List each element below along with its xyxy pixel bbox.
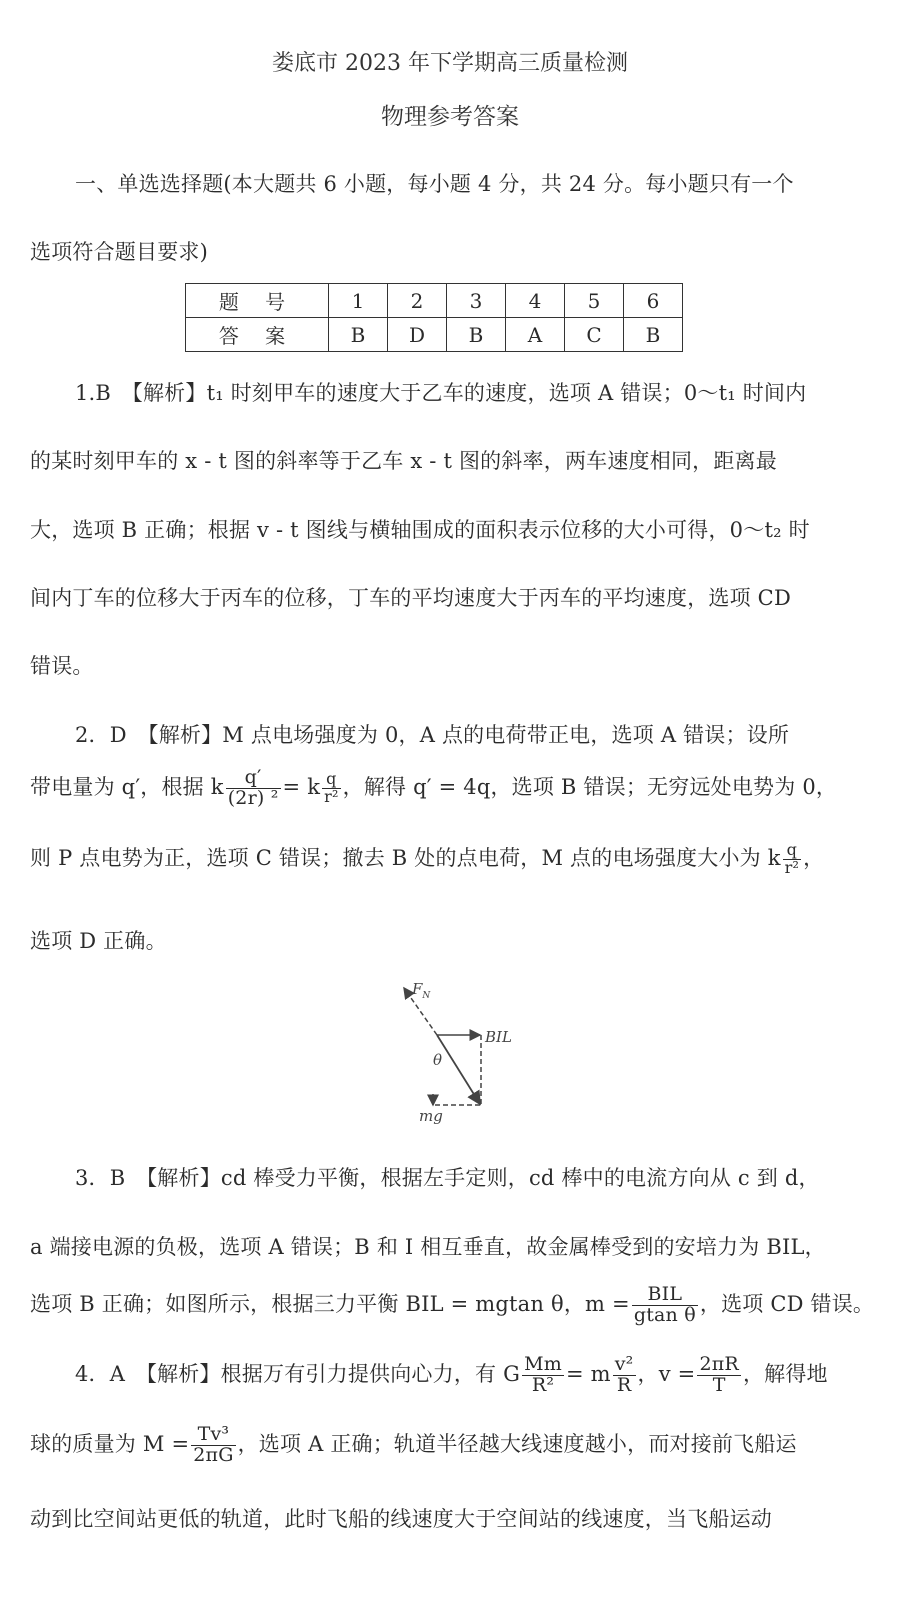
label-theta: θ bbox=[433, 1051, 443, 1069]
q3-formula-line bbox=[30, 1285, 874, 1326]
answer-cell: B bbox=[447, 318, 506, 352]
label-bil: BIL bbox=[485, 1028, 512, 1046]
q3-line: a 端接电源的负极，选项 A 错误；B 和 I 相互垂直，故金属棒受到的安培力为 BIL， bbox=[30, 1235, 826, 1259]
fraction bbox=[783, 842, 801, 877]
fraction-denominator: T bbox=[712, 1373, 726, 1396]
q3-text: 选项 B 正确；如图所示，根据三力平衡 BIL = mgtan θ，m = bbox=[30, 1291, 630, 1316]
q2-text: ，解得 q′ = 4q，选项 B 错误；无穷远处电势为 0， bbox=[342, 774, 838, 799]
q4-text: ，选项 A 正确；轨道半径越大线速度越小，而对接前飞船运 bbox=[237, 1431, 797, 1456]
q3-line: 3．B 【解析】cd 棒受力平衡，根据左手定则，cd 棒中的电流方向从 c 到 d， bbox=[75, 1166, 820, 1190]
fraction bbox=[632, 1285, 698, 1326]
fraction-numerator: q bbox=[783, 842, 801, 860]
answer-cell: B bbox=[624, 318, 683, 352]
answer-cell: D bbox=[388, 318, 447, 352]
fraction bbox=[522, 1355, 564, 1396]
fraction-numerator: q′ bbox=[226, 768, 281, 789]
table-row bbox=[186, 284, 683, 318]
q4-line: 动到比空间站更低的轨道，此时飞船的线速度大于空间站的线速度，当飞船运动 bbox=[30, 1507, 772, 1531]
document-subtitle: 物理参考答案 bbox=[381, 104, 519, 130]
fraction-numerator: Tv³ bbox=[191, 1425, 235, 1446]
q2-line: 2．D 【解析】M 点电场强度为 0，A 点的电荷带正电，选项 A 错误；设所 bbox=[75, 723, 790, 747]
question-number-cell: 5 bbox=[565, 284, 624, 318]
answer-table bbox=[185, 283, 683, 352]
answer-cell: A bbox=[506, 318, 565, 352]
fraction-denominator: R bbox=[616, 1373, 632, 1396]
q4-text: = m bbox=[565, 1361, 611, 1386]
q2-formula-line bbox=[30, 842, 824, 877]
fraction bbox=[697, 1355, 740, 1396]
label-mg: mg bbox=[419, 1107, 443, 1125]
fraction-denominator: (2r) ² bbox=[227, 786, 279, 809]
table-header-cell: 题 号 bbox=[186, 284, 329, 318]
answer-cell: B bbox=[329, 318, 388, 352]
q4-text: 球的质量为 M = bbox=[30, 1431, 190, 1456]
q1-line: 错误。 bbox=[30, 654, 94, 678]
q2-text: 则 P 点电势为正，选项 C 错误；撤去 B 处的点电荷，M 点的电场强度大小为 k bbox=[30, 846, 781, 870]
fraction bbox=[613, 1355, 636, 1396]
q4-text: ，v = bbox=[637, 1361, 696, 1386]
resultant-arrow bbox=[437, 1035, 480, 1104]
fraction-denominator: r² bbox=[784, 858, 800, 877]
fraction bbox=[191, 1425, 235, 1466]
q2-text: 带电量为 q′，根据 k bbox=[30, 774, 224, 799]
fraction-denominator: r² bbox=[324, 786, 339, 806]
fraction bbox=[322, 771, 340, 806]
fraction-numerator: BIL bbox=[632, 1285, 698, 1306]
question-number-cell: 1 bbox=[329, 284, 388, 318]
question-number-cell: 6 bbox=[624, 284, 683, 318]
table-header-cell: 答 案 bbox=[186, 318, 329, 352]
q3-text: ，选项 CD 错误。 bbox=[699, 1291, 875, 1316]
section-heading-cont: 选项符合题目要求) bbox=[30, 240, 208, 264]
fraction-denominator: gtan θ bbox=[633, 1303, 696, 1326]
question-number-cell: 4 bbox=[506, 284, 565, 318]
fraction bbox=[226, 768, 281, 809]
document-title: 娄底市 2023 年下学期高三质量检测 bbox=[272, 51, 628, 76]
question-number-cell: 2 bbox=[388, 284, 447, 318]
q1-line: 的某时刻甲车的 x - t 图的斜率等于乙车 x - t 图的斜率，两车速度相同，距离最 bbox=[30, 449, 777, 473]
q2-text: = k bbox=[282, 774, 321, 799]
answer-cell: C bbox=[565, 318, 624, 352]
q2-line: 选项 D 正确。 bbox=[30, 929, 167, 953]
q1-line: 大，选项 B 正确；根据 v - t 图线与横轴围成的面积表示位移的大小可得，0～t₂ 时 bbox=[30, 518, 810, 542]
q2-formula-line bbox=[30, 768, 837, 809]
q4-formula-line bbox=[75, 1355, 828, 1396]
section-heading: 一、单选选择题(本大题共 6 小题，每小题 4 分，共 24 分。每小题只有一个 bbox=[75, 172, 794, 196]
q4-text: ，解得地 bbox=[742, 1361, 828, 1386]
fraction-denominator: R² bbox=[531, 1373, 555, 1396]
question-number-cell: 3 bbox=[447, 284, 506, 318]
fraction-numerator: v² bbox=[614, 1353, 634, 1375]
fraction-denominator: 2πG bbox=[193, 1443, 234, 1466]
fraction-numerator: q bbox=[322, 771, 340, 789]
q4-formula-line bbox=[30, 1425, 797, 1466]
fraction-numerator: Mm bbox=[524, 1353, 562, 1375]
force-diagram bbox=[395, 980, 535, 1130]
q2-text: ， bbox=[803, 846, 825, 870]
q4-text: 4．A 【解析】根据万有引力提供向心力，有 G bbox=[75, 1361, 521, 1386]
q1-line: 间内丁车的位移大于丙车的位移，丁车的平均速度大于丙车的平均速度，选项 CD bbox=[30, 586, 791, 610]
table-row bbox=[186, 318, 683, 352]
fraction-numerator: 2πR bbox=[699, 1353, 739, 1375]
q1-line: 1.B 【解析】t₁ 时刻甲车的速度大于乙车的速度，选项 A 错误；0～t₁ 时间内 bbox=[75, 381, 807, 405]
label-fn: $F_N$ bbox=[412, 980, 431, 1001]
